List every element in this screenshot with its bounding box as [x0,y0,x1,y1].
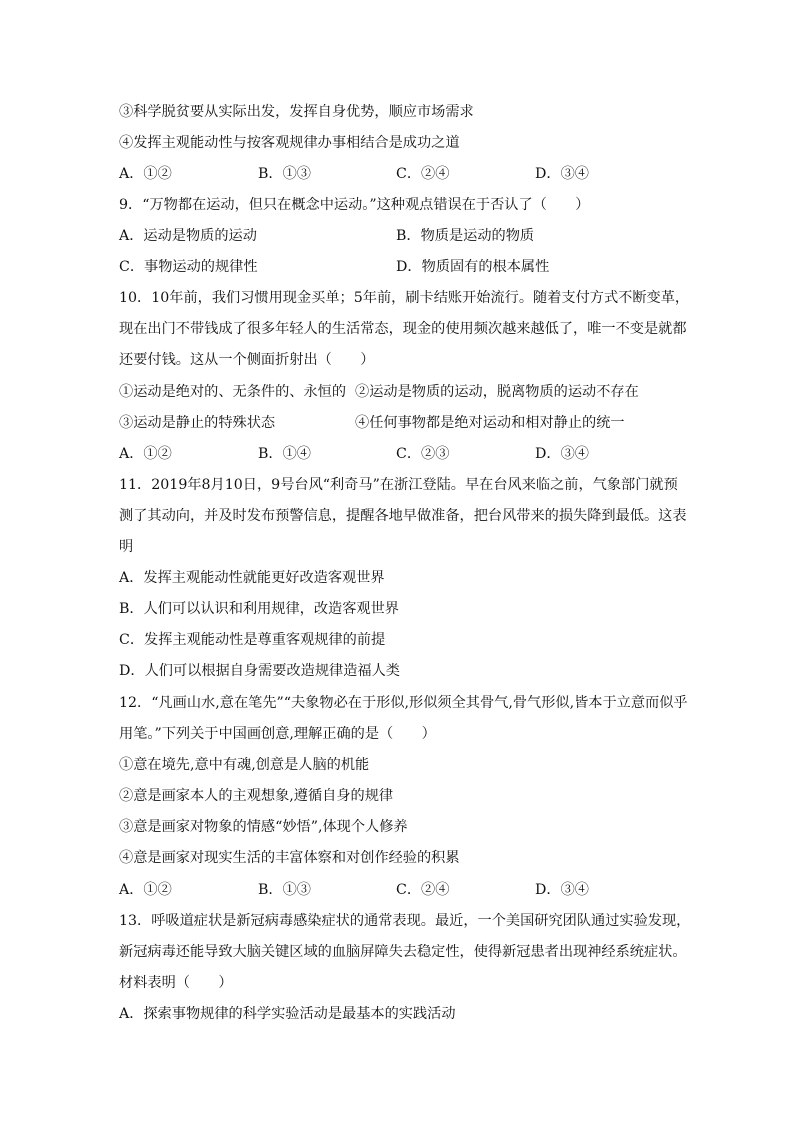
q12-option-d: D．③④ [535,882,589,898]
q13-stem-line-2: 新冠病毒还能导致大脑关键区域的血脑屏障失去稳定性，使得新冠患者出现神经系统症状。 [119,944,687,960]
q10-statement-4: ④任何事物都是绝对运动和相对静止的统一 [355,415,625,431]
q12-stem-line-2: 用笔。”下列关于中国画创意,理解正确的是（ ） [119,726,436,742]
q10-statement-1: ①运动是绝对的、无条件的、永恒的 [119,384,347,400]
q9-stem: 9．“万物都在运动，但只在概念中运动。”这种观点错误在于否认了（ ） [119,197,590,213]
q11-option-b: B．人们可以认识和利用规律，改造客观世界 [119,601,399,617]
q11-option-c: C．发挥主观能动性是尊重客观规律的前提 [119,632,386,648]
q11-stem-line-1: 11．2019年8月10日，9号台风“利奇马”在浙江登陆。早在台风来临之前，气象部门就预 [119,477,678,493]
q10-stem-line-2: 现在出门不带钱成了很多年轻人的生活常态，现金的使用频次越来越低了，唯一不变是就都 [119,321,687,337]
q12-statement-2: ②意是画家本人的主观想象,遵循自身的规律 [119,788,394,804]
q11-option-a: A．发挥主观能动性就能更好改造客观世界 [119,570,385,586]
q8-statement-3: ③科学脱贫要从实际出发，发挥自身优势，顺应市场需求 [119,104,474,120]
q10-option-c: C．②③ [396,446,450,462]
q10-stem-line-3: 还要付钱。这从一个侧面折射出（ ） [119,352,375,368]
q13-stem-line-3: 材料表明（ ） [119,975,233,991]
q8-statement-4: ④发挥主观能动性与按客观规律办事相结合是成功之道 [119,135,460,151]
q10-stem-line-1: 10．10年前，我们习惯用现金买单；5年前，刷卡结账开始流行。随着支付方式不断变革， [119,290,690,306]
q9-option-a: A．运动是物质的运动 [119,228,257,244]
q13-stem-line-1: 13．呼吸道症状是新冠病毒感染症状的通常表现。最近，一个美国研究团队通过实验发现， [119,913,691,929]
q10-option-d: D．③④ [535,446,589,462]
q9-option-c: C．事物运动的规律性 [119,259,258,275]
q12-option-a: A．①② [119,882,172,898]
q8-option-b: B．①③ [258,166,311,182]
q9-option-d: D．物质固有的根本属性 [396,259,550,275]
q10-statement-2: ②运动是物质的运动，脱离物质的运动不存在 [355,384,639,400]
q8-option-a: A．①② [119,166,172,182]
q11-option-d: D．人们可以根据自身需要改造规律造福人类 [119,663,400,679]
q11-stem-line-3: 明 [119,539,134,555]
q9-option-b: B．物质是运动的物质 [396,228,535,244]
q10-option-b: B．①④ [258,446,311,462]
q10-option-a: A．①② [119,446,172,462]
q8-option-c: C．②④ [396,166,450,182]
q10-statement-3: ③运动是静止的特殊状态 [119,415,276,431]
q12-statement-3: ③意是画家对物象的情感“妙悟”,体现个人修养 [119,819,408,835]
q12-option-c: C．②④ [396,882,450,898]
q12-option-b: B．①③ [258,882,311,898]
q8-option-d: D．③④ [535,166,589,182]
q12-stem-line-1: 12．“凡画山水,意在笔先”“夫象物必在于形似,形似须全其骨气,骨气形似,皆本于立意而似乎 [119,695,688,711]
q11-stem-line-2: 测了其动向，并及时发布预警信息，提醒各地早做准备，把台风带来的损失降到最低。这表 [119,508,687,524]
q12-statement-1: ①意在境先,意中有魂,创意是人脑的机能 [119,757,370,773]
q13-option-a: A．探索事物规律的科学实验活动是最基本的实践活动 [119,1006,456,1022]
q12-statement-4: ④意是画家对现实生活的丰富体察和对创作经验的积累 [119,850,460,866]
